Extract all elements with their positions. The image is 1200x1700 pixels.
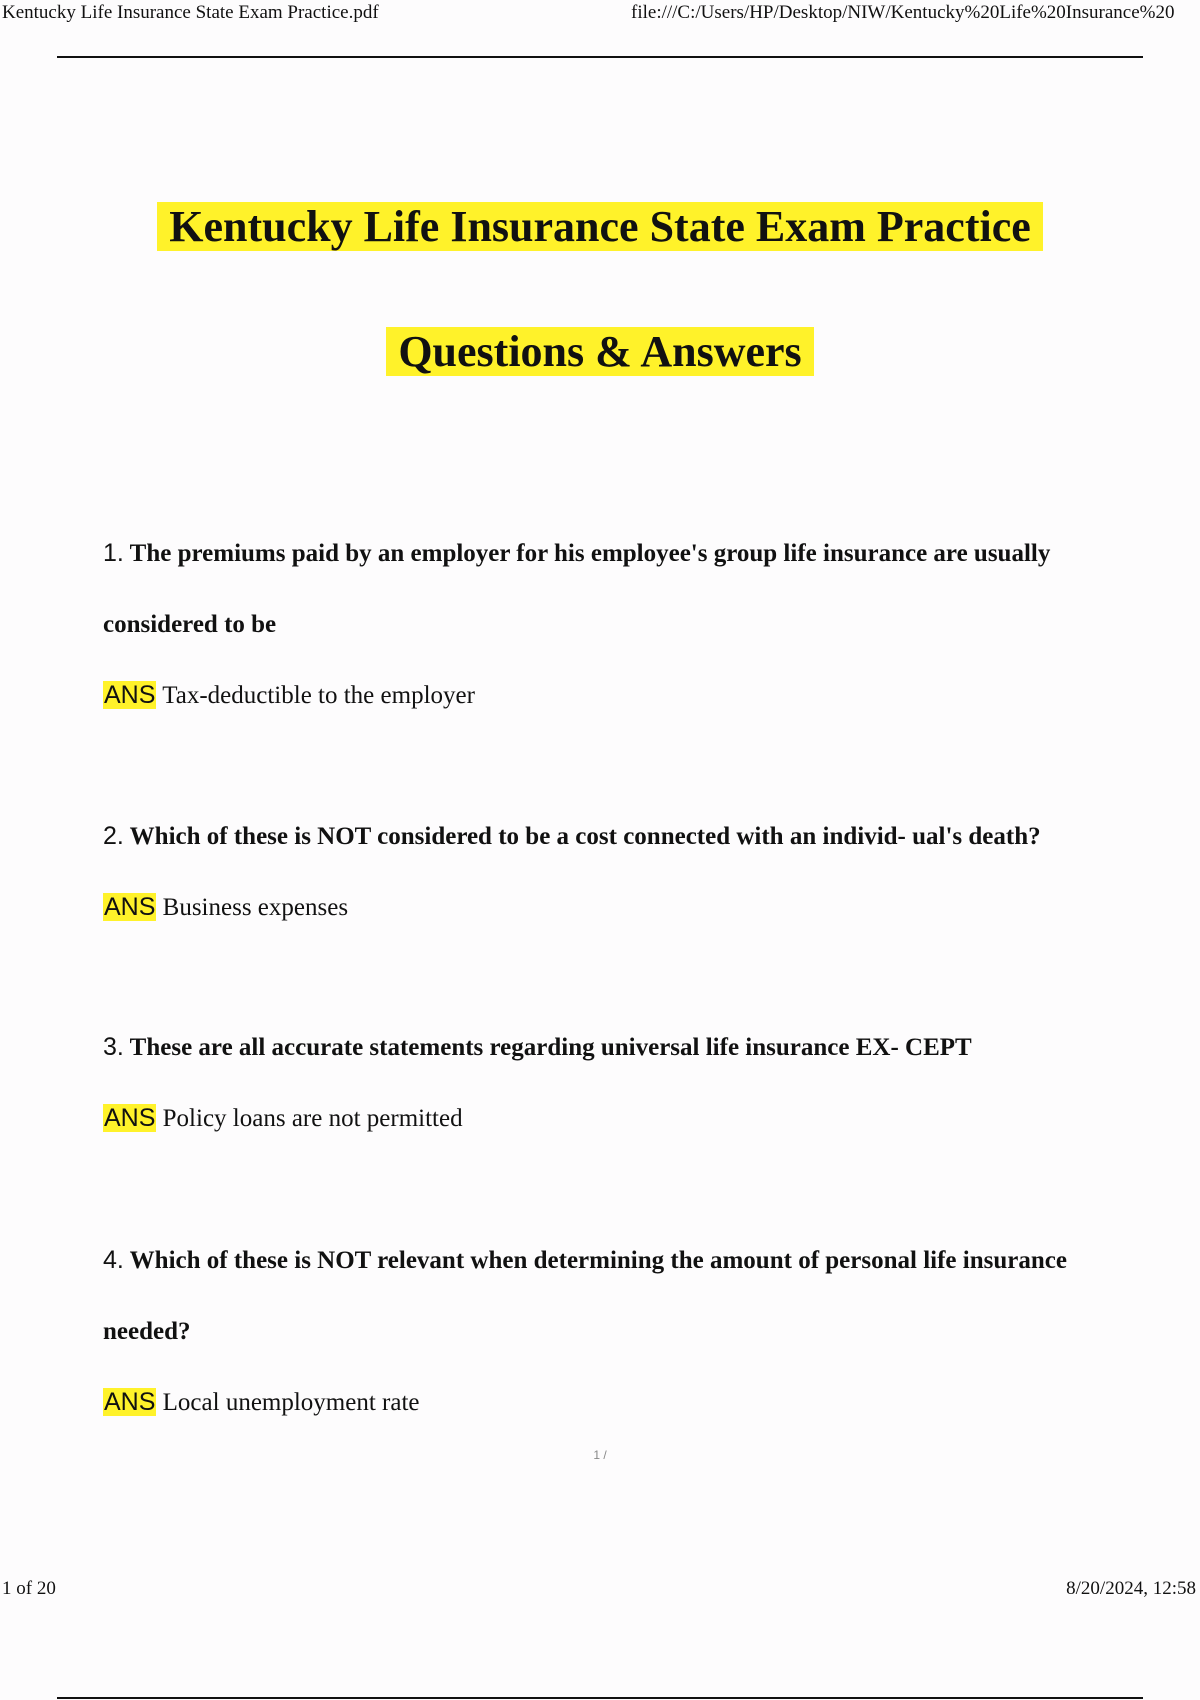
title-line-1-text: Kentucky Life Insurance State Exam Practice [157, 202, 1043, 251]
document-filename: Kentucky Life Insurance State Exam Practice.pdf [2, 2, 379, 23]
question-block-4 [103, 1225, 1123, 1438]
question-body: The premiums paid by an employer for his employee's group life insurance are usually considered to be [103, 540, 1051, 638]
answer-line [103, 1083, 1123, 1154]
header-divider [57, 56, 1143, 58]
question-text [103, 801, 1123, 872]
question-block-1 [103, 518, 1123, 731]
answer-text: Tax-deductible to the employer [162, 682, 475, 709]
question-body: Which of these is NOT considered to be a cost connected with an individ- ual's death? [129, 823, 1041, 850]
question-number: 1. [103, 539, 124, 567]
print-header [0, 0, 1200, 26]
ans-label: ANS [104, 1104, 156, 1132]
answer-line [103, 872, 1123, 943]
page-title-line-1 [0, 197, 1200, 257]
page-count: 1 of 20 [2, 1578, 56, 1599]
question-block-2 [103, 801, 1123, 943]
ans-label: ANS [104, 1388, 156, 1416]
answer-text: Policy loans are not permitted [162, 1105, 463, 1132]
question-number: 4. [103, 1246, 124, 1274]
question-body: Which of these is NOT relevant when determining the amount of personal life insurance needed? [103, 1247, 1067, 1345]
answer-text: Local unemployment rate [162, 1389, 420, 1416]
answer-text: Business expenses [162, 894, 349, 921]
ans-label: ANS [104, 893, 156, 921]
question-text [103, 1012, 1123, 1083]
footer-divider [57, 1697, 1143, 1699]
print-date: 8/20/2024, 12:58 [1066, 1578, 1196, 1599]
question-number: 2. [103, 822, 124, 850]
page-title-line-2 [0, 322, 1200, 382]
answer-line [103, 660, 1123, 731]
title-line-2-text: Questions & Answers [386, 327, 813, 376]
question-block-3 [103, 1012, 1123, 1154]
question-body: These are all accurate statements regarding universal life insurance EX- CEPT [129, 1034, 972, 1061]
page-number-mark: 1 / [593, 1448, 607, 1462]
ans-label: ANS [104, 681, 156, 709]
question-number: 3. [103, 1033, 124, 1061]
answer-line [103, 1367, 1123, 1438]
question-text [103, 518, 1123, 660]
document-url: file:///C:/Users/HP/Desktop/NIW/Kentucky%20Life%20Insurance%20 [631, 2, 1175, 23]
question-text [103, 1225, 1123, 1367]
